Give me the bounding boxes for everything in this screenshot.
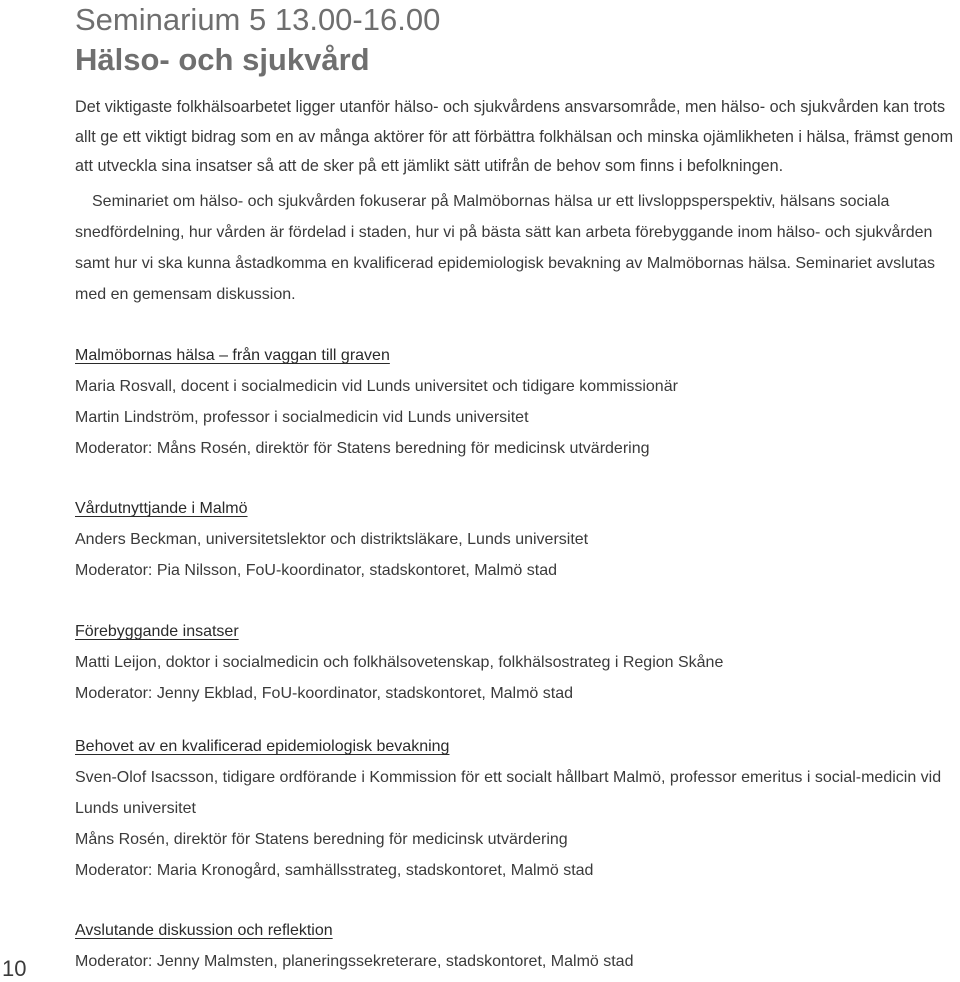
section-malmobornas-halsa (75, 340, 955, 464)
section-heading: Avslutande diskussion och reflektion (75, 922, 333, 939)
speaker-line: Anders Beckman, universitetslektor och distriktsläkare, Lunds universitet (75, 531, 589, 548)
speaker-line: Matti Leijon, doktor i socialmedicin och folkhälsovetenskap, folkhälsostrateg i Region Skåne (75, 654, 724, 671)
seminar-subtitle: Hälso- och sjukvård (75, 42, 370, 77)
section-heading: Malmöbornas hälsa – från vaggan till graven (75, 347, 390, 364)
moderator-line: Moderator: Maria Kronogård, samhällsstrateg, stadskontoret, Malmö stad (75, 862, 594, 879)
title-block (75, 0, 955, 80)
body-paragraph: Seminariet om hälso- och sjukvården fokuserar på Malmöbornas hälsa ur ett livsloppsperspektiv, hälsans sociala snedfördelning, hur vården är fördelad i staden, hur vi på bästa sätt kan arbeta förebyggande inom hälso- och sjukvården samt hur vi ska kunna åstadkomma en kvalificerad epidemiologisk bevakning av Malmöbornas hälsa. Seminariet avslutas med en gemensam diskussion. (75, 193, 935, 303)
moderator-line: Moderator: Måns Rosén, direktör för Statens beredning för medicinsk utvärdering (75, 440, 650, 457)
page-number: 10 (2, 956, 27, 981)
section-epidemiologisk-bevakning (75, 731, 955, 886)
speaker-line: Martin Lindström, professor i socialmedicin vid Lunds universitet (75, 409, 529, 426)
speaker-line: Måns Rosén, direktör för Statens beredning för medicinsk utvärdering (75, 831, 568, 848)
section-heading: Förebyggande insatser (75, 623, 239, 640)
intro-paragraph: Det viktigaste folkhälsoarbetet ligger utanför hälso- och sjukvårdens ansvarsområde, men hälso- och sjukvården kan trots allt ge ett viktigt bidrag som en av många aktörer för att förbättra folkhälsan och minska ojämlikheten i hälsa, främst genom att utveckla sina insatser så att de sker på ett jämlikt sätt utifrån de behov som finns i befolkningen. (75, 98, 954, 175)
section-heading: Behovet av en kvalificerad epidemiologisk bevakning (75, 738, 450, 755)
section-avslutande-diskussion (75, 915, 955, 977)
section-vardutnyttjande (75, 493, 955, 586)
speaker-line: Maria Rosvall, docent i socialmedicin vid Lunds universitet och tidigare kommissionär (75, 378, 678, 395)
moderator-line: Moderator: Pia Nilsson, FoU-koordinator, stadskontoret, Malmö stad (75, 562, 557, 579)
speaker-line: Sven-Olof Isacsson, tidigare ordförande i Kommission för ett socialt hållbart Malmö, professor emeritus i social-medicin vid Lunds universitet (75, 769, 942, 817)
seminar-title: Seminarium 5 13.00-16.00 (75, 2, 441, 37)
section-heading: Vårdutnyttjande i Malmö (75, 500, 248, 517)
moderator-line: Moderator: Jenny Ekblad, FoU-koordinator, stadskontoret, Malmö stad (75, 685, 574, 702)
section-forebyggande-insatser (75, 616, 955, 709)
moderator-line: Moderator: Jenny Malmsten, planeringssekreterare, stadskontoret, Malmö stad (75, 953, 634, 970)
